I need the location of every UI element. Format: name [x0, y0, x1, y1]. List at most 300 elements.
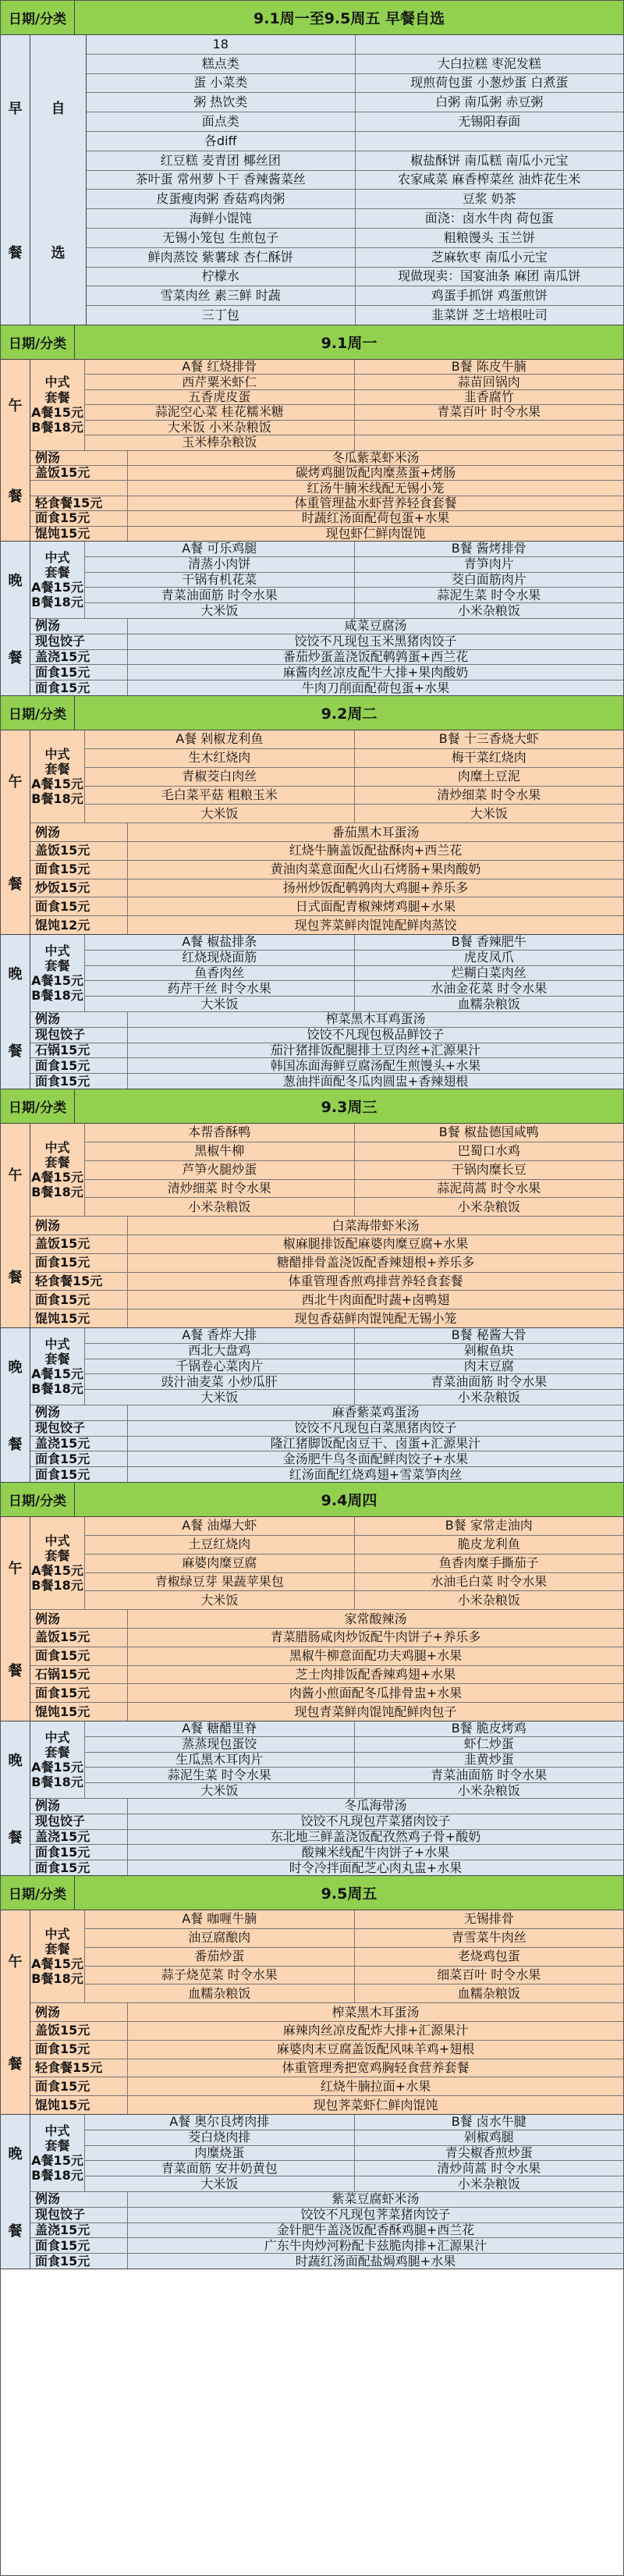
single-row: [30, 527, 623, 541]
single-item-dish: 麻婆肉末豆腐盖饭配风味羊鸡+翅根: [276, 2041, 475, 2057]
single-row: [30, 481, 623, 496]
set-label: 中式: [44, 375, 70, 390]
set-item-b: 小米杂粮饭: [354, 1591, 624, 1609]
single-item-dish: 饺饺不凡现包白菜黑猪肉饺子: [294, 1420, 457, 1436]
header-category-label: 日期/分类: [1, 1, 75, 34]
set-item-a: A餐 香炸大排: [182, 1328, 257, 1343]
single-row: [30, 1291, 623, 1309]
set-row: [85, 360, 623, 375]
eve-meal-label: [1, 1721, 30, 1875]
meal-char: 餐: [8, 245, 23, 262]
noon-rows: [30, 730, 623, 934]
set-item-b: 虾仁炒蛋: [354, 1737, 624, 1752]
set-item-b: 细菜百叶 时令水果: [354, 1967, 624, 1984]
set-row: [85, 1124, 623, 1142]
set-item-b: B餐 陈皮牛腩: [354, 360, 624, 374]
eve-set-menu: [30, 2115, 623, 2192]
noon-set-menu: [30, 360, 623, 451]
eve-single-items: [30, 2192, 623, 2269]
single-item-dish: 榨菜黑木耳蛋汤: [332, 2004, 420, 2020]
breakfast-item-left: 面点类: [201, 114, 239, 130]
single-item-label: 轻食餐15元: [30, 2059, 128, 2077]
set-row: [85, 749, 623, 768]
single-item-label: 例汤: [30, 619, 128, 634]
single-row: [30, 650, 623, 666]
single-item-label: 盖浇15元: [30, 1830, 128, 1845]
day-category-label: 日期/分类: [1, 325, 75, 359]
noon-set-labels: [30, 360, 85, 450]
single-item-dish: 时蔬红汤面配荷包蛋+水果: [301, 511, 450, 526]
set-label: 中式: [44, 1139, 70, 1155]
set-item-a: 清炒细菜 时令水果: [167, 1180, 271, 1196]
set-label: 套餐: [44, 1941, 70, 1956]
single-item-label: 盖饭15元: [30, 466, 128, 480]
set-item-b: 青菜油面筋 时令水果: [354, 1374, 624, 1389]
set-row: [85, 1328, 623, 1344]
single-item-dish: 扬州炒饭配鹌鹑肉大鸡腿+养乐多: [282, 879, 469, 895]
set-item-b: B餐 家常走油肉: [354, 1517, 624, 1535]
set-item-b: B餐 脆皮烤鸡: [354, 1721, 624, 1736]
single-item-dish: 西北牛肉面配时蔬+卤鸭翅: [301, 1292, 450, 1307]
single-row: [30, 916, 623, 934]
single-row: [30, 879, 623, 898]
set-row: [85, 1967, 623, 1985]
breakfast-row: [87, 112, 623, 132]
set-item-a: 血糯杂粮饭: [188, 1985, 251, 2001]
breakfast-row: [87, 248, 623, 268]
set-row: [85, 1536, 623, 1554]
breakfast-item-left: 雪菜肉丝 素三鲜 时蔬: [160, 288, 281, 304]
set-item-b: 韭黄炒蛋: [354, 1753, 624, 1768]
breakfast-item-left: 粥 热饮类: [193, 94, 248, 110]
set-item-a: A餐 椒盐排条: [182, 935, 257, 950]
single-item-dish: 冬瓜海带汤: [344, 1799, 407, 1814]
days-container: [1, 325, 623, 2269]
day-header: [1, 1089, 623, 1124]
set-item-b: 梅干菜红烧肉: [354, 749, 624, 767]
single-item-dish: 番茄黑木耳蛋汤: [332, 824, 420, 840]
set-label: B餐18元: [31, 791, 83, 807]
breakfast-row: [87, 132, 623, 151]
breakfast-item-left: 18: [212, 36, 229, 52]
meal-char: 午: [8, 774, 23, 791]
set-item-b: 清炒苘蒿 时令水果: [354, 2161, 624, 2176]
single-item-label: 盖浇15元: [30, 650, 128, 665]
set-item-a: 鱼香肉丝: [194, 965, 245, 980]
single-row: [30, 897, 623, 916]
set-label: 套餐: [44, 564, 70, 580]
single-row: [30, 1467, 623, 1482]
breakfast-row: [87, 74, 623, 94]
single-item-label: 面食15元: [30, 1451, 128, 1466]
single-item-label: 例汤: [30, 1610, 128, 1628]
breakfast-item-right: 韭菜饼 芝士培根吐司: [355, 306, 624, 325]
meal-char: 餐: [8, 876, 23, 893]
single-item-dish: 饺饺不凡现包芹菜猪肉饺子: [300, 1814, 451, 1829]
set-item-b: 大米饭: [354, 805, 624, 823]
meal-char: 餐: [8, 1662, 23, 1679]
eve-section: [1, 1328, 623, 1483]
single-item-dish: 家常酸辣汤: [344, 1611, 407, 1626]
eve-set-labels: [30, 1721, 85, 1798]
set-row: [85, 1948, 623, 1967]
set-item-b: 肉末豆腐: [354, 1359, 624, 1374]
set-item-b: 青尖椒香煎炒蛋: [354, 2146, 624, 2161]
single-item-label: 现包饺子: [30, 1814, 128, 1829]
set-item-b: 脆皮龙利鱼: [354, 1536, 624, 1554]
single-item-dish: 韩国冻面海鲜豆腐汤配生煎馒头+水果: [270, 1058, 481, 1073]
set-item-a: 青菜油面筋 时令水果: [161, 588, 278, 602]
eve-set-items: [85, 1328, 623, 1405]
single-row: [30, 1043, 623, 1059]
single-item-label: 石锅15元: [30, 1043, 128, 1058]
eve-set-labels: [30, 2115, 85, 2191]
set-label: 套餐: [44, 958, 70, 973]
single-row: [30, 861, 623, 879]
set-row: [85, 1142, 623, 1161]
set-item-a: 本帮香酥鸭: [188, 1125, 251, 1140]
single-item-label: 面食15元: [30, 665, 128, 680]
single-row: [30, 1421, 623, 1437]
single-item-label: 现包饺子: [30, 2208, 128, 2222]
set-item-a: 茭白烧肉排: [188, 2130, 251, 2145]
single-row: [30, 1028, 623, 1043]
single-item-label: 面食15元: [30, 2238, 128, 2253]
set-label: 套餐: [44, 1154, 70, 1170]
set-item-a: 蒸蒸现包蛋饺: [182, 1736, 257, 1752]
single-row: [30, 1610, 623, 1629]
single-item-label: 面食15元: [30, 897, 128, 915]
breakfast-item-left: 柠檬水: [201, 268, 239, 284]
noon-single-items: [30, 1610, 623, 1721]
set-item-a: 玉米棒杂粮饭: [182, 435, 257, 450]
single-item-dish: 葱油拌面配冬瓜肉圆盅+香辣翅根: [282, 1074, 469, 1089]
single-item-dish: 紫菜豆腐虾米汤: [332, 2192, 420, 2207]
noon-set-menu: [30, 730, 623, 823]
meal-char: 餐: [8, 2055, 23, 2073]
set-item-b: 小米杂粮饭: [354, 2176, 624, 2191]
set-item-a: 千锅卷心菜肉片: [176, 1359, 264, 1373]
eve-meal-label: [1, 935, 30, 1089]
set-label: A餐15元: [31, 2153, 83, 2168]
single-item-label: 现包饺子: [30, 1028, 128, 1043]
single-row: [30, 634, 623, 650]
set-item-b: 韭香腐竹: [354, 390, 624, 404]
noon-single-items: [30, 451, 623, 542]
eve-set-items: [85, 935, 623, 1011]
meal-char: 餐: [8, 649, 23, 666]
single-item-dish: 麻辣肉丝凉皮配炸大排+汇源果汁: [282, 2023, 469, 2038]
meal-char: 餐: [8, 489, 23, 505]
meal-char: 午: [8, 1561, 23, 1578]
set-item-a: 青菜面筋 安井奶黄包: [161, 2161, 278, 2176]
noon-set-labels: [30, 1517, 85, 1609]
set-label: A餐15元: [31, 1956, 83, 1972]
single-item-dish: 牛肉刀削面配荷包蛋+水果: [301, 680, 450, 695]
set-item-b: 清炒细菜 时令水果: [354, 787, 624, 805]
single-row: [30, 1629, 623, 1647]
set-row: [85, 787, 623, 805]
set-label: 中式: [44, 746, 70, 762]
eve-set-menu: [30, 935, 623, 1012]
set-item-a: A餐 剁椒龙利鱼: [176, 731, 264, 747]
single-item-dish: 麻香紫菜鸡蛋汤: [332, 1405, 420, 1420]
set-item-a: A餐 油爆大虾: [182, 1518, 257, 1533]
single-row: [30, 1058, 623, 1074]
noon-meal-label: [1, 360, 30, 541]
single-item-dish: 饺饺不凡现包荠菜猪肉饺子: [300, 2207, 451, 2222]
single-item-label: 面食15元: [30, 861, 128, 879]
single-item-label: 例汤: [30, 1405, 128, 1420]
set-item-a: 大米饭: [200, 2176, 239, 2191]
eve-rows: [30, 1328, 623, 1482]
breakfast-row: [87, 286, 623, 306]
set-label: A餐15元: [31, 404, 83, 420]
set-row: [85, 1573, 623, 1592]
meal-char: 晚: [8, 2146, 23, 2163]
eve-set-menu: [30, 542, 623, 619]
set-item-b: 鱼香肉糜手撕茄子: [354, 1554, 624, 1572]
noon-set-menu: [30, 1517, 623, 1610]
noon-rows: [30, 360, 623, 541]
breakfast-item-right: [355, 35, 624, 54]
meal-char: 餐: [8, 1269, 23, 1286]
set-row: [85, 1737, 623, 1753]
set-label: A餐15元: [31, 1170, 83, 1185]
eve-set-items: [85, 1721, 623, 1798]
set-label: 套餐: [44, 1744, 70, 1760]
single-row: [30, 842, 623, 861]
eve-section: [1, 542, 623, 696]
single-item-label: 现包饺子: [30, 1421, 128, 1436]
single-item-label: [30, 481, 128, 495]
breakfast-meal-label: [1, 35, 30, 325]
set-item-a: 大米饭: [200, 1390, 239, 1405]
noon-section: [1, 1517, 623, 1721]
set-label: A餐15元: [31, 1760, 83, 1775]
single-item-dish: 现包虾仁鲜肉馄饨: [325, 526, 426, 541]
single-item-dish: 茄汁猪排饭配腿排土豆肉丝+汇源果汁: [270, 1043, 481, 1057]
single-item-dish: 体重管理香煎鸡排营养轻食套餐: [288, 1273, 463, 1288]
set-item-b: B餐 酱烤排骨: [354, 542, 624, 556]
set-item-a: 蒜子烧苋菜 时令水果: [161, 1967, 278, 1982]
day-header: [1, 325, 623, 360]
set-label: A餐15元: [31, 776, 83, 792]
single-row: [30, 1012, 623, 1028]
day-header: [1, 1483, 623, 1517]
single-item-dish: 时令冷拌面配芝心肉丸盅+水果: [289, 1860, 463, 1875]
set-item-a: A餐 糖醋里脊: [182, 1721, 257, 1736]
set-item-a: 红烧现烧面筋: [182, 950, 257, 965]
breakfast-item-left: 海鲜小馄饨: [189, 211, 252, 226]
set-item-b: 剁椒鱼块: [354, 1344, 624, 1359]
eve-single-items: [30, 619, 623, 695]
single-item-label: 面食15元: [30, 1291, 128, 1309]
single-item-label: 面食15元: [30, 1845, 128, 1860]
single-row: [30, 2059, 623, 2078]
single-item-dish: 芝士肉排饭配香辣鸡翅+水果: [295, 1666, 456, 1682]
eve-rows: [30, 542, 623, 695]
set-label: B餐18元: [31, 1185, 83, 1200]
set-item-b: 水油毛白菜 时令水果: [354, 1573, 624, 1591]
set-label: 中式: [44, 549, 70, 565]
day-category-label: 日期/分类: [1, 696, 75, 730]
set-row: [85, 542, 623, 557]
single-row: [30, 1437, 623, 1452]
single-item-dish: 隆江猪脚饭配卤豆干、卤蛋+汇源果汁: [270, 1436, 481, 1451]
set-row: [85, 1768, 623, 1783]
set-row: [85, 2130, 623, 2146]
set-item-a: 西北大盘鸡: [188, 1343, 251, 1359]
single-row: [30, 1703, 623, 1721]
breakfast-item-right: 农家咸菜 麻香榨菜丝 油炸花生米: [355, 171, 624, 190]
single-row: [30, 2238, 623, 2254]
set-item-a: 清蒸小肉饼: [188, 556, 251, 572]
set-row: [85, 2115, 623, 2130]
single-row: [30, 619, 623, 634]
noon-set-items: [85, 1910, 623, 2002]
breakfast-self-select: [30, 35, 87, 325]
set-item-a: 大米饭: [200, 997, 239, 1011]
set-item-a: 麻婆肉糜豆腐: [182, 1555, 257, 1571]
set-label: 中式: [44, 943, 70, 958]
set-row: [85, 1359, 623, 1375]
breakfast-item-right: 现做现卖：国宴油条 麻团 南瓜饼: [355, 268, 624, 286]
eve-meal-label: [1, 542, 30, 695]
single-item-dish: 冬瓜紫菜虾米汤: [332, 450, 420, 465]
single-item-label: 面食15元: [30, 1647, 128, 1665]
set-item-b: 青雪菜牛肉丝: [354, 1929, 624, 1947]
set-row: [85, 2161, 623, 2176]
set-item-b: 巴蜀口水鸡: [354, 1142, 624, 1160]
meal-char: 晚: [8, 573, 23, 590]
set-label: B餐18元: [31, 1578, 83, 1594]
eve-section: [1, 1721, 623, 1876]
breakfast-item-left: 红豆糕 麦青团 椰丝团: [160, 152, 281, 168]
noon-meal-label: [1, 730, 30, 934]
set-row: [85, 1517, 623, 1536]
breakfast-item-left: 三丁包: [201, 307, 239, 323]
single-item-dish: 东北地三鲜盖浇饭配孜然鸡子骨+酸奶: [270, 1829, 481, 1844]
set-row: [85, 1929, 623, 1948]
set-row: [85, 1783, 623, 1798]
single-item-dish: 金汤肥牛鸟冬面配鲜肉饺子+水果: [282, 1451, 469, 1466]
single-row: [30, 2003, 623, 2022]
noon-single-items: [30, 2003, 623, 2114]
breakfast-items: [87, 35, 623, 325]
set-item-b: B餐 香辣肥牛: [354, 935, 624, 950]
set-item-a: 大米饭: [200, 1592, 239, 1608]
set-item-b: B餐 十三香烧大虾: [354, 730, 624, 748]
set-row: [85, 603, 623, 618]
set-label: A餐15元: [31, 1563, 83, 1579]
single-item-label: 馄饨15元: [30, 527, 128, 541]
single-row: [30, 1799, 623, 1814]
breakfast-row: [87, 306, 623, 325]
single-item-dish: 青菜腊肠咸肉炒饭配牛肉饼子+养乐多: [270, 1629, 481, 1645]
set-item-b: 青菜百叶 时令水果: [354, 405, 624, 419]
set-item-b: 肉糜土豆泥: [354, 768, 624, 786]
set-row: [85, 1554, 623, 1573]
breakfast-item-left: 各diff: [204, 133, 237, 148]
set-item-b: 水油金花菜 时令水果: [354, 981, 624, 996]
meal-char: 餐: [8, 2222, 23, 2240]
breakfast-item-right: 芝麻软枣 南瓜小元宝: [355, 248, 624, 267]
breakfast-row: [87, 209, 623, 229]
set-row: [85, 1180, 623, 1199]
eve-set-labels: [30, 935, 85, 1011]
set-row: [85, 1374, 623, 1390]
set-row: [85, 981, 623, 997]
set-row: [85, 557, 623, 573]
single-item-label: 轻食餐15元: [30, 496, 128, 510]
set-row: [85, 768, 623, 787]
set-label: B餐18元: [31, 1971, 83, 1987]
set-item-a: 生木红烧肉: [188, 750, 251, 766]
day-title: 9.1周一: [321, 335, 378, 352]
eve-meal-label: [1, 2115, 30, 2269]
single-item-dish: 红汤牛腩米线配无锡小笼: [307, 481, 445, 496]
breakfast-item-left: 蛋 小菜类: [193, 75, 248, 91]
set-item-b: 血糯杂粮饭: [354, 997, 624, 1011]
noon-set-items: [85, 360, 623, 450]
breakfast-row: [87, 55, 623, 74]
eve-set-menu: [30, 1721, 623, 1799]
eve-rows: [30, 2115, 623, 2269]
set-item-b: B餐 秘酱大骨: [354, 1328, 624, 1343]
set-label: B餐18元: [31, 988, 83, 1004]
set-item-b: 蒜苗回锅肉: [354, 375, 624, 389]
single-item-label: 面食15元: [30, 1254, 128, 1272]
single-item-dish: 白菜海带虾米汤: [332, 1217, 420, 1233]
set-row: [85, 950, 623, 966]
set-item-a: 生瓜黑木耳肉片: [176, 1752, 264, 1767]
set-item-a: 土豆红烧肉: [188, 1537, 251, 1552]
set-label: B餐18元: [31, 1381, 83, 1397]
breakfast-row: [87, 35, 623, 55]
noon-set-labels: [30, 1124, 85, 1216]
set-item-b: B餐 卤水牛腱: [354, 2115, 624, 2130]
breakfast-item-left: 皮蛋瘦肉粥 香菇鸡肉粥: [156, 191, 285, 207]
single-item-dish: 广东牛肉炒河粉配卡兹脆肉排+汇源果汁: [264, 2238, 488, 2253]
single-item-label: 轻食餐15元: [30, 1273, 128, 1291]
single-row: [30, 2254, 623, 2269]
single-item-label: 盖饭15元: [30, 1629, 128, 1647]
single-row: [30, 2096, 623, 2114]
set-item-a: 大米饭: [200, 805, 239, 821]
set-item-a: 西芹粟米虾仁: [182, 375, 257, 389]
set-item-a: 青椒茭白肉丝: [182, 769, 257, 784]
meal-char: 餐: [8, 1043, 23, 1060]
eve-set-items: [85, 2115, 623, 2191]
single-item-label: 盖浇15元: [30, 1437, 128, 1451]
set-item-b: B餐 椒盐德国咸鸭: [354, 1124, 624, 1142]
single-row: [30, 2041, 623, 2059]
single-item-label: 面食15元: [30, 2041, 128, 2059]
single-item-label: 馄饨12元: [30, 916, 128, 934]
single-item-label: 面食15元: [30, 1684, 128, 1702]
single-item-dish: 肉酱小煎面配冬瓜排骨盅+水果: [289, 1685, 463, 1700]
noon-single-items: [30, 1217, 623, 1327]
single-item-label: 例汤: [30, 2003, 128, 2021]
breakfast-row: [87, 171, 623, 190]
single-item-label: 例汤: [30, 1217, 128, 1235]
set-row: [85, 375, 623, 389]
eve-single-items: [30, 1012, 623, 1089]
set-item-a: 番茄炒蛋: [194, 1949, 245, 1964]
noon-set-menu: [30, 1124, 623, 1217]
set-row: [85, 588, 623, 603]
